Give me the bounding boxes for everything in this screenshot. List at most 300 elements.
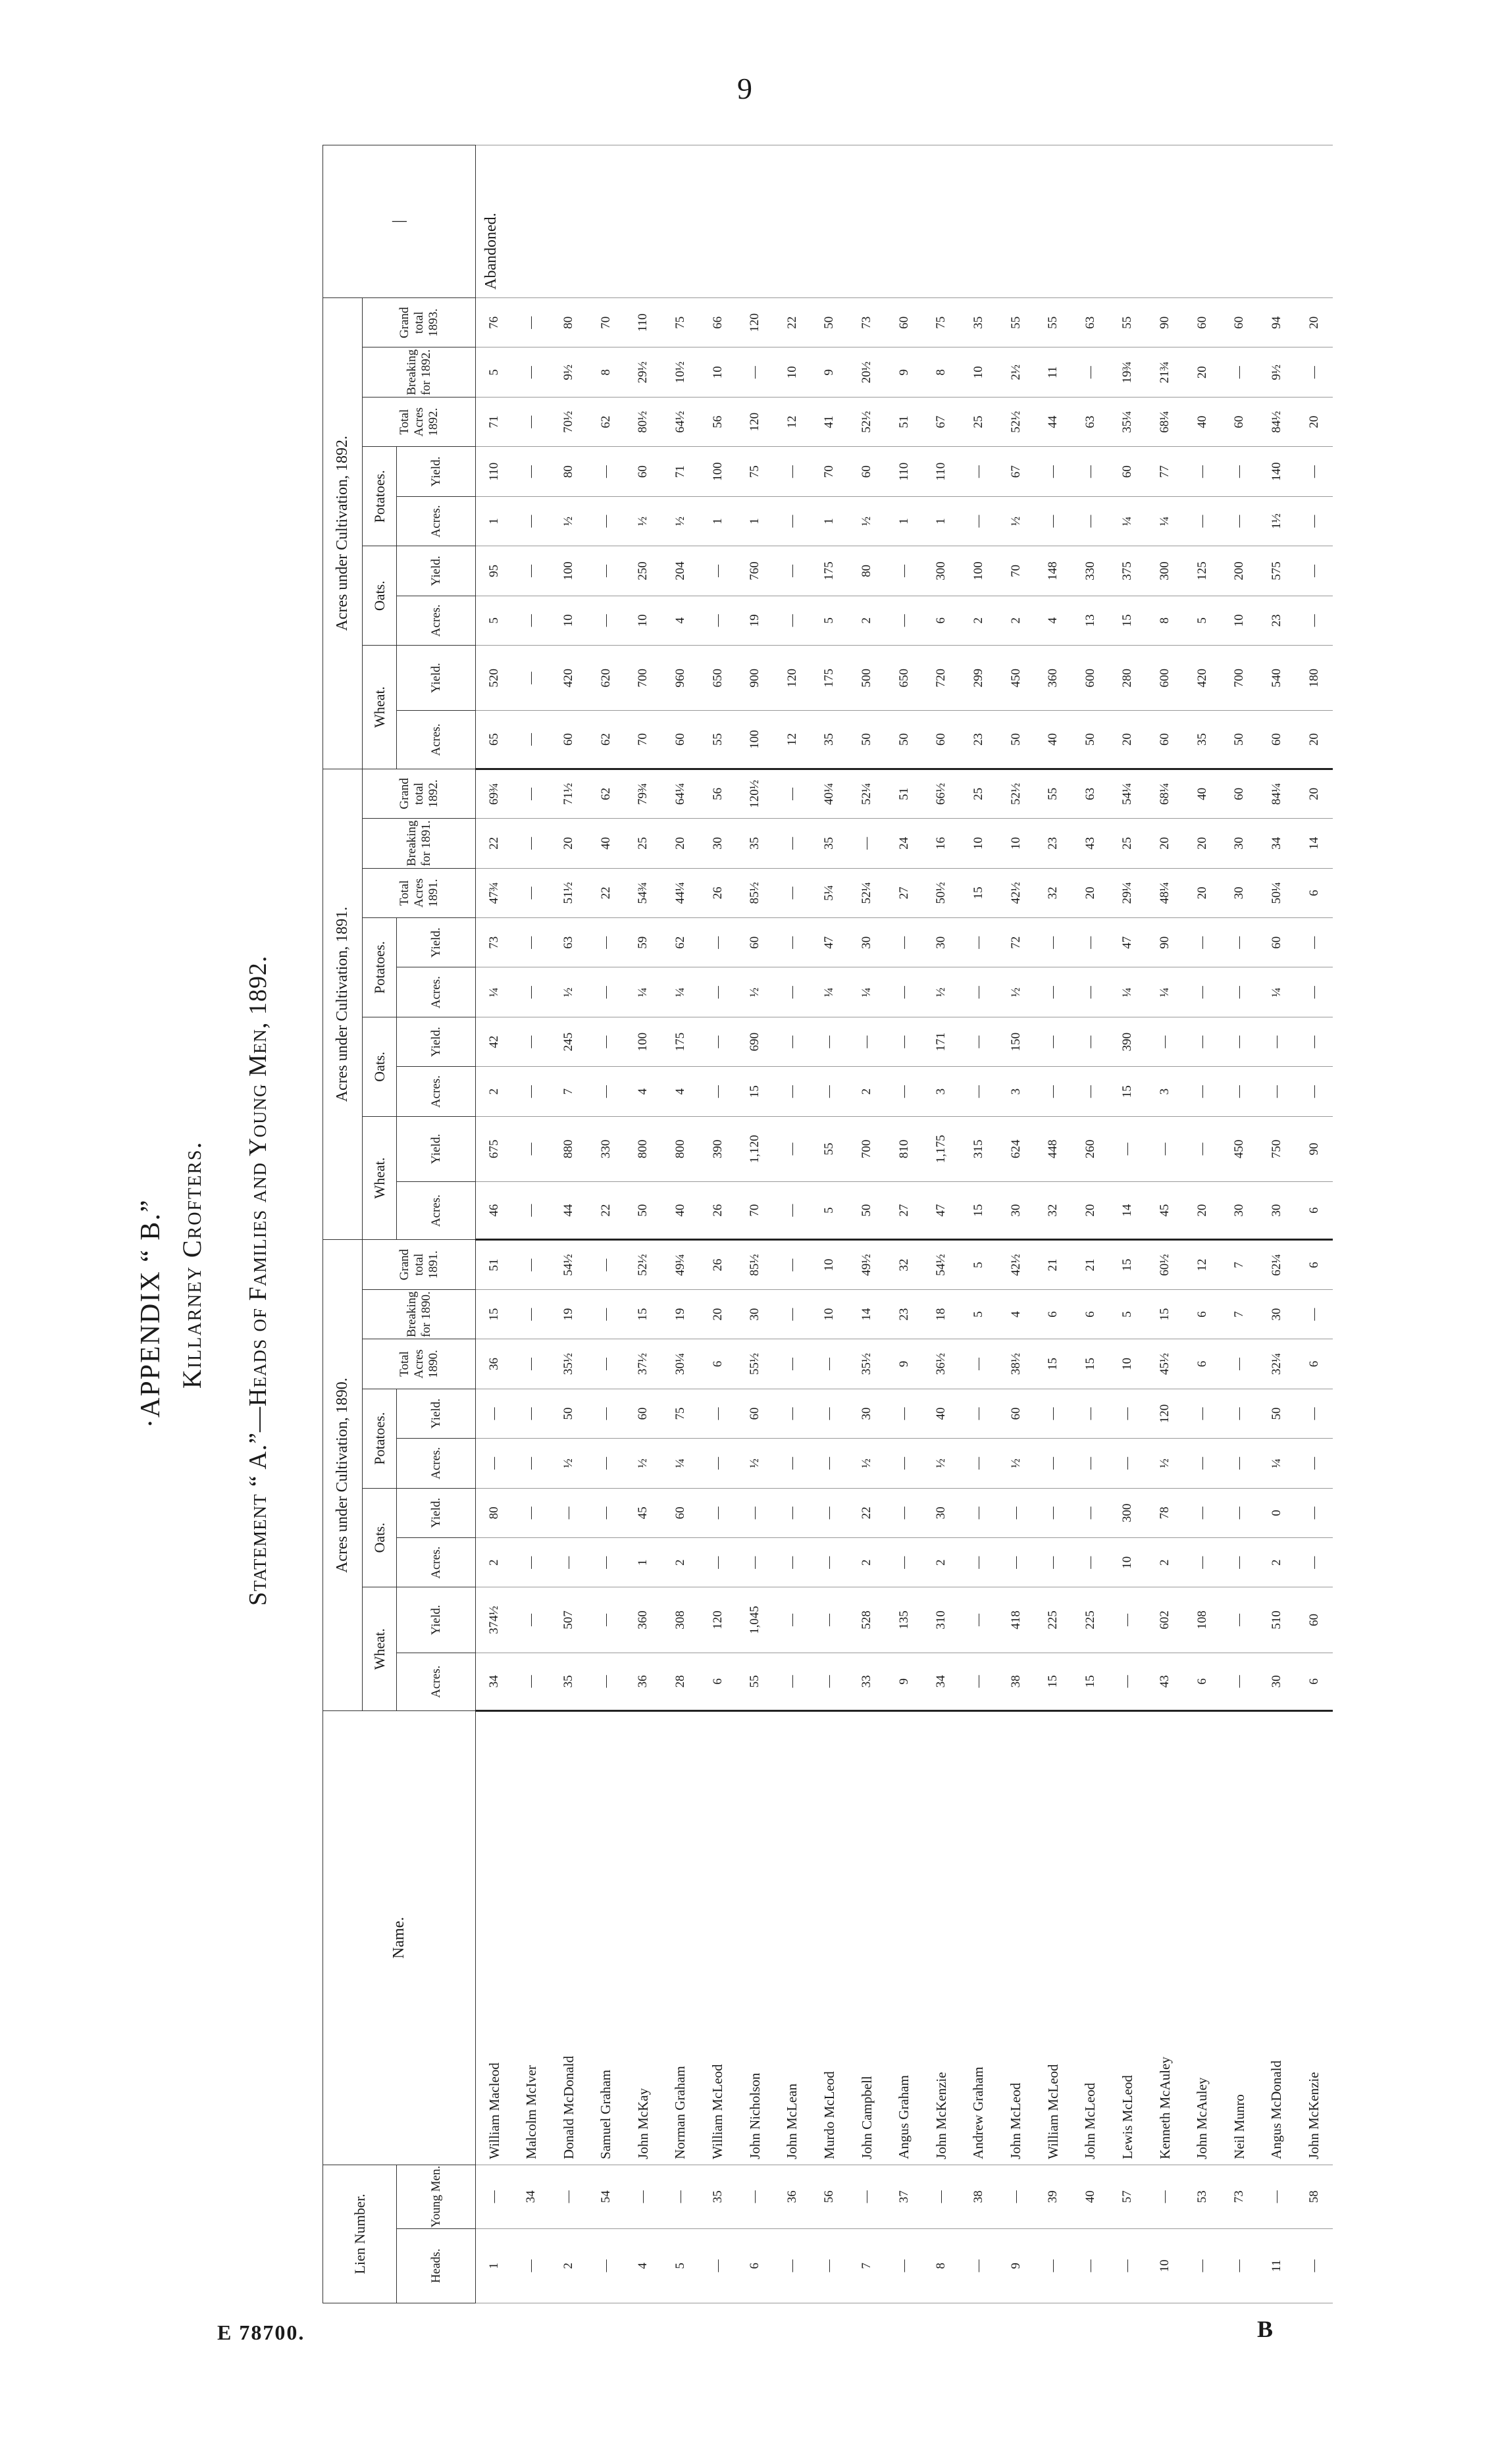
value-cell: — [1221, 1488, 1258, 1537]
value-cell: 20 [550, 819, 588, 868]
table-row [960, 145, 998, 2303]
value-cell: 6 [1183, 1289, 1221, 1339]
lien-heads-cell: — [1295, 2228, 1333, 2303]
appendix-subtitle: Killarney Crofters. [177, 1141, 207, 1389]
value-cell: 60 [662, 711, 700, 769]
value-cell: 62¼ [1258, 1240, 1296, 1290]
value-cell: — [587, 1389, 625, 1438]
value-cell: 32 [1035, 868, 1072, 917]
value-cell: 10 [960, 347, 998, 397]
value-cell: 45 [1147, 1181, 1184, 1239]
crofter-name: Lewis McLeod [1119, 2075, 1135, 2159]
value-cell: — [699, 1017, 736, 1066]
value-cell: — [736, 1488, 774, 1537]
value-cell: — [699, 546, 736, 596]
value-cell: — [1295, 1538, 1333, 1587]
value-cell: 6 [1295, 1181, 1333, 1239]
value-cell: 374½ [476, 1587, 513, 1653]
value-cell: 14 [848, 1289, 886, 1339]
value-cell: — [960, 967, 998, 1017]
crofter-name-cell [923, 1711, 960, 2165]
value-cell: 21 [1035, 1240, 1072, 1290]
lien-heads-cell: — [587, 2228, 625, 2303]
value-cell: 19 [736, 596, 774, 645]
value-cell: 540 [1258, 646, 1296, 711]
value-cell: 10 [1109, 1538, 1147, 1587]
table-row [774, 145, 812, 2303]
value-cell: 700 [1221, 646, 1258, 711]
value-cell: — [587, 1587, 625, 1653]
crofter-name-cell [997, 1711, 1035, 2165]
value-cell: — [811, 1339, 848, 1389]
value-cell: — [960, 1067, 998, 1116]
lien-young-men-cell: — [1147, 2165, 1184, 2228]
lien-young-men-cell: — [997, 2165, 1035, 2228]
value-cell: 67 [923, 397, 960, 446]
value-cell: 12 [1183, 1240, 1221, 1290]
value-cell: — [1072, 967, 1110, 1017]
value-cell: 120 [736, 297, 774, 347]
value-cell: 528 [848, 1587, 886, 1653]
value-cell: 60 [736, 1389, 774, 1438]
value-cell: 520 [476, 646, 513, 711]
lien-young-men-cell: — [1258, 2165, 1296, 2228]
young-men-header: Young Men. [397, 2165, 476, 2228]
value-cell: 150 [997, 1017, 1035, 1066]
value-cell: 15 [476, 1289, 513, 1339]
value-cell: 40 [1183, 397, 1221, 446]
value-cell: 50 [1221, 711, 1258, 769]
yield-header: Yield. [397, 646, 476, 711]
value-cell: — [1221, 918, 1258, 967]
value-cell: — [848, 1017, 886, 1066]
value-cell: — [885, 918, 923, 967]
value-cell: 47 [923, 1181, 960, 1239]
value-cell: — [1109, 1653, 1147, 1710]
value-cell: — [1258, 1067, 1296, 1116]
value-cell: — [1109, 1389, 1147, 1438]
value-cell: 52¼ [848, 868, 886, 917]
value-cell: — [1109, 1439, 1147, 1488]
value-cell: 35¼ [1109, 397, 1147, 446]
crofter-name-cell [1258, 1711, 1296, 2165]
value-cell: 9 [885, 1653, 923, 1710]
value-cell: — [513, 297, 550, 347]
value-cell: 48¼ [1147, 868, 1184, 917]
value-cell: — [587, 1240, 625, 1290]
crofter-name: William McLeod [1045, 2064, 1061, 2159]
acres-1892-header: Acres under Cultivation, 1892. [323, 297, 363, 769]
value-cell: 15 [1109, 596, 1147, 645]
yield-header: Yield. [397, 1389, 476, 1438]
value-cell: — [774, 1289, 812, 1339]
value-cell: — [587, 1339, 625, 1389]
value-cell: 80 [848, 546, 886, 596]
value-cell: 20 [1183, 819, 1221, 868]
oats-1891-header: Oats. [363, 1017, 397, 1116]
lien-young-men-cell: 38 [960, 2165, 998, 2228]
value-cell: — [1072, 1488, 1110, 1537]
value-cell: 21 [1072, 1240, 1110, 1290]
value-cell: 100 [625, 1017, 662, 1066]
breaking-1890-header: Breaking for 1890. [363, 1289, 476, 1339]
lien-young-men-cell: 37 [885, 2165, 923, 2228]
value-cell: — [885, 596, 923, 645]
value-cell: 9 [885, 347, 923, 397]
value-cell: 720 [923, 646, 960, 711]
value-cell: 299 [960, 646, 998, 711]
value-cell: — [1295, 918, 1333, 967]
value-cell: — [1183, 1067, 1221, 1116]
value-cell: 36 [476, 1339, 513, 1389]
value-cell: — [587, 967, 625, 1017]
value-cell: 76 [476, 297, 513, 347]
value-cell: 2 [923, 1538, 960, 1587]
lien-heads-cell: — [960, 2228, 998, 2303]
crofter-name-cell [774, 1711, 812, 2165]
wheat-1890-header: Wheat. [363, 1587, 397, 1711]
lien-heads-cell: — [811, 2228, 848, 2303]
value-cell: 510 [1258, 1587, 1296, 1653]
value-cell: — [513, 1116, 550, 1181]
value-cell: 63 [550, 918, 588, 967]
crofter-name-cell [1183, 1711, 1221, 2165]
value-cell: 79¾ [625, 769, 662, 819]
value-cell: 75 [662, 297, 700, 347]
value-cell: 3 [997, 1067, 1035, 1116]
value-cell: — [811, 1067, 848, 1116]
value-cell: — [774, 1116, 812, 1181]
heads-header: Heads. [397, 2228, 476, 2303]
value-cell: — [1072, 1067, 1110, 1116]
value-cell: 70½ [550, 397, 588, 446]
value-cell: 30 [923, 918, 960, 967]
value-cell: 29¼ [1109, 868, 1147, 917]
lien-heads-cell: — [699, 2228, 736, 2303]
value-cell: 110 [923, 447, 960, 496]
table-row [587, 145, 625, 2303]
lien-young-men-cell: 58 [1295, 2165, 1333, 2228]
value-cell: 66 [699, 297, 736, 347]
value-cell: 25 [1109, 819, 1147, 868]
value-cell: 20 [1183, 1181, 1221, 1239]
value-cell: 6 [699, 1339, 736, 1389]
value-cell: 900 [736, 646, 774, 711]
value-cell: 60 [1147, 711, 1184, 769]
value-cell: 32 [885, 1240, 923, 1290]
value-cell: 50 [1072, 711, 1110, 769]
value-cell: 29½ [625, 347, 662, 397]
value-cell: ½ [736, 1439, 774, 1488]
value-cell: — [1221, 1653, 1258, 1710]
value-cell: 20 [1183, 347, 1221, 397]
value-cell: — [476, 1389, 513, 1438]
value-cell: 27 [885, 868, 923, 917]
value-cell: 1 [923, 496, 960, 546]
value-cell: 507 [550, 1587, 588, 1653]
value-cell: 390 [1109, 1017, 1147, 1066]
value-cell: 1,175 [923, 1116, 960, 1181]
lien-number-header: Lien Number. [323, 2165, 397, 2303]
value-cell: — [1035, 1538, 1072, 1587]
value-cell: — [1295, 967, 1333, 1017]
value-cell: — [1221, 967, 1258, 1017]
breaking-1892-header: Breaking for 1892. [363, 347, 476, 397]
lien-heads-cell: 11 [1258, 2228, 1296, 2303]
value-cell: — [1035, 1488, 1072, 1537]
value-cell: 100 [699, 447, 736, 496]
value-cell: 71½ [550, 769, 588, 819]
lien-heads-cell: — [1072, 2228, 1110, 2303]
value-cell: — [513, 1439, 550, 1488]
yield-header: Yield. [397, 546, 476, 596]
value-cell: — [1221, 447, 1258, 496]
value-cell: 30 [1258, 1181, 1296, 1239]
value-cell: 4 [662, 596, 700, 645]
value-cell: 38 [997, 1653, 1035, 1710]
value-cell: 60 [848, 447, 886, 496]
value-cell: 60 [997, 1389, 1035, 1438]
value-cell: 23 [1258, 596, 1296, 645]
value-cell: — [1295, 1389, 1333, 1438]
value-cell: 84¼ [1258, 769, 1296, 819]
value-cell: 55 [1035, 297, 1072, 347]
value-cell: 56 [699, 397, 736, 446]
value-cell: 9 [811, 347, 848, 397]
value-cell: 2½ [997, 347, 1035, 397]
lien-heads-cell: — [774, 2228, 812, 2303]
value-cell: 35 [736, 819, 774, 868]
value-cell: — [1295, 1017, 1333, 1066]
value-cell: 78 [1147, 1488, 1184, 1537]
value-cell: 34 [1258, 819, 1296, 868]
value-cell: — [513, 1289, 550, 1339]
value-cell: ¼ [1258, 967, 1296, 1017]
value-cell: — [774, 596, 812, 645]
value-cell: 26 [699, 1240, 736, 1290]
value-cell: — [1072, 496, 1110, 546]
value-cell: 19¾ [1109, 347, 1147, 397]
value-cell: 35½ [848, 1339, 886, 1389]
value-cell: ¼ [1258, 1439, 1296, 1488]
value-cell: 26 [699, 868, 736, 917]
grand-1891-header: Grand total 1892. [363, 769, 476, 819]
value-cell: — [774, 918, 812, 967]
value-cell: — [1072, 447, 1110, 496]
value-cell: 60 [1258, 711, 1296, 769]
value-cell: 35 [1183, 711, 1221, 769]
value-cell: 64½ [662, 397, 700, 446]
value-cell: 575 [1258, 546, 1296, 596]
value-cell: — [513, 1017, 550, 1066]
crofters-table-rotated [322, 145, 1333, 2303]
value-cell: — [1109, 1587, 1147, 1653]
value-cell: 8 [1147, 596, 1184, 645]
value-cell: 8 [587, 347, 625, 397]
table-row [1035, 145, 1072, 2303]
value-cell: — [774, 496, 812, 546]
value-cell: 10 [811, 1289, 848, 1339]
value-cell: 55 [997, 297, 1035, 347]
value-cell: 80 [476, 1488, 513, 1537]
value-cell: — [587, 596, 625, 645]
value-cell: 1 [885, 496, 923, 546]
value-cell: 54¼ [1109, 769, 1147, 819]
value-cell: 690 [736, 1017, 774, 1066]
value-cell: — [1035, 1389, 1072, 1438]
value-cell: 418 [997, 1587, 1035, 1653]
value-cell: 330 [1072, 546, 1110, 596]
value-cell: 25 [960, 769, 998, 819]
value-cell: 120½ [736, 769, 774, 819]
value-cell: 66½ [923, 769, 960, 819]
value-cell: 35 [811, 711, 848, 769]
value-cell: — [1183, 967, 1221, 1017]
value-cell: 23 [885, 1289, 923, 1339]
value-cell: 200 [1221, 546, 1258, 596]
value-cell: 68¼ [1147, 769, 1184, 819]
value-cell: 9½ [1258, 347, 1296, 397]
value-cell: 20 [1295, 297, 1333, 347]
value-cell: 51 [885, 397, 923, 446]
value-cell: 10½ [662, 347, 700, 397]
value-cell: — [811, 1653, 848, 1710]
crofter-name: Neil Munro [1231, 2094, 1247, 2159]
value-cell: 67 [997, 447, 1035, 496]
value-cell: 22 [476, 819, 513, 868]
crofter-name: John McLeod [1008, 2082, 1024, 2159]
value-cell: 60 [1221, 397, 1258, 446]
value-cell: 10 [997, 819, 1035, 868]
value-cell: 90 [1147, 918, 1184, 967]
value-cell: 600 [1072, 646, 1110, 711]
value-cell: 1 [625, 1538, 662, 1587]
crofter-name-cell [550, 1711, 588, 2165]
crofter-name-cell [1072, 1711, 1110, 2165]
value-cell: 2 [848, 1538, 886, 1587]
value-cell: 19 [662, 1289, 700, 1339]
value-cell: — [885, 1067, 923, 1116]
crofter-name: John McLeod [1082, 2082, 1098, 2159]
value-cell: 63 [1072, 397, 1110, 446]
value-cell: 390 [699, 1116, 736, 1181]
value-cell: — [960, 1339, 998, 1389]
value-cell: 110 [625, 297, 662, 347]
value-cell: — [1147, 1116, 1184, 1181]
value-cell: — [587, 546, 625, 596]
total-1892-header: Total Acres 1892. [363, 397, 476, 446]
value-cell: 73 [848, 297, 886, 347]
crofter-name-cell [1221, 1711, 1258, 2165]
value-cell: 2 [997, 596, 1035, 645]
value-cell: — [513, 819, 550, 868]
value-cell: ¼ [625, 967, 662, 1017]
value-cell: 51 [885, 769, 923, 819]
value-cell: 90 [1295, 1116, 1333, 1181]
lien-young-men-cell: — [625, 2165, 662, 2228]
value-cell: — [960, 1017, 998, 1066]
value-cell: 85½ [736, 1240, 774, 1290]
value-cell: 6 [1183, 1653, 1221, 1710]
crofter-name-cell [662, 1711, 700, 2165]
value-cell: 30 [848, 1389, 886, 1438]
acres-header: Acres. [397, 596, 476, 645]
value-cell: — [1035, 447, 1072, 496]
table-row [1221, 145, 1258, 2303]
value-cell: — [587, 1538, 625, 1587]
value-cell: — [774, 1389, 812, 1438]
value-cell: 60 [736, 918, 774, 967]
lien-heads-cell: 8 [923, 2228, 960, 2303]
value-cell: — [1183, 1538, 1221, 1587]
value-cell: 175 [811, 646, 848, 711]
value-cell: — [960, 1439, 998, 1488]
value-cell: 15 [1035, 1653, 1072, 1710]
table-row [625, 145, 662, 2303]
acres-1890-header: Acres under Cultivation, 1890. [323, 1240, 363, 1711]
value-cell: 47 [1109, 918, 1147, 967]
value-cell: 55 [1109, 297, 1147, 347]
value-cell: 42 [476, 1017, 513, 1066]
value-cell: 10 [1109, 1339, 1147, 1389]
value-cell: ¼ [1109, 496, 1147, 546]
value-cell: — [1183, 1439, 1221, 1488]
appendix-title: ·APPENDIX “ B.” [136, 1198, 166, 1428]
value-cell: 41 [811, 397, 848, 446]
value-cell: — [699, 1389, 736, 1438]
table-row [1295, 145, 1333, 2303]
acres-header: Acres. [397, 1439, 476, 1488]
table-row [885, 145, 923, 2303]
table-row [736, 145, 774, 2303]
value-cell: 60 [550, 711, 588, 769]
value-cell: 10 [811, 1240, 848, 1290]
crofter-name-cell [1109, 1711, 1147, 2165]
value-cell: 60 [1221, 297, 1258, 347]
value-cell: — [811, 1389, 848, 1438]
value-cell: 62 [587, 397, 625, 446]
crofter-name: William Macleod [486, 2063, 502, 2159]
value-cell: — [1072, 347, 1110, 397]
value-cell: 45 [625, 1488, 662, 1537]
value-cell: — [960, 918, 998, 967]
value-cell: 62 [662, 918, 700, 967]
value-cell: 85½ [736, 868, 774, 917]
value-cell: 80 [550, 297, 588, 347]
lien-young-men-cell: 34 [513, 2165, 550, 2228]
acres-header: Acres. [397, 711, 476, 769]
value-cell: 51½ [550, 868, 588, 917]
value-cell: 32¼ [1258, 1339, 1296, 1389]
value-cell: — [699, 596, 736, 645]
lien-young-men-cell: — [662, 2165, 700, 2228]
crofter-name: Samuel Graham [598, 2069, 614, 2159]
value-cell: 50½ [923, 868, 960, 917]
value-cell: 71 [662, 447, 700, 496]
value-cell: 9½ [550, 347, 588, 397]
value-cell: 23 [1035, 819, 1072, 868]
value-cell: 171 [923, 1017, 960, 1066]
value-cell: ½ [625, 1439, 662, 1488]
value-cell: 55½ [736, 1339, 774, 1389]
value-cell: 3 [1147, 1067, 1184, 1116]
lien-young-men-cell: 35 [699, 2165, 736, 2228]
crofter-name-cell [1295, 1711, 1333, 2165]
value-cell: 65 [476, 711, 513, 769]
value-cell: 330 [587, 1116, 625, 1181]
value-cell: ½ [997, 496, 1035, 546]
value-cell: 450 [997, 646, 1035, 711]
